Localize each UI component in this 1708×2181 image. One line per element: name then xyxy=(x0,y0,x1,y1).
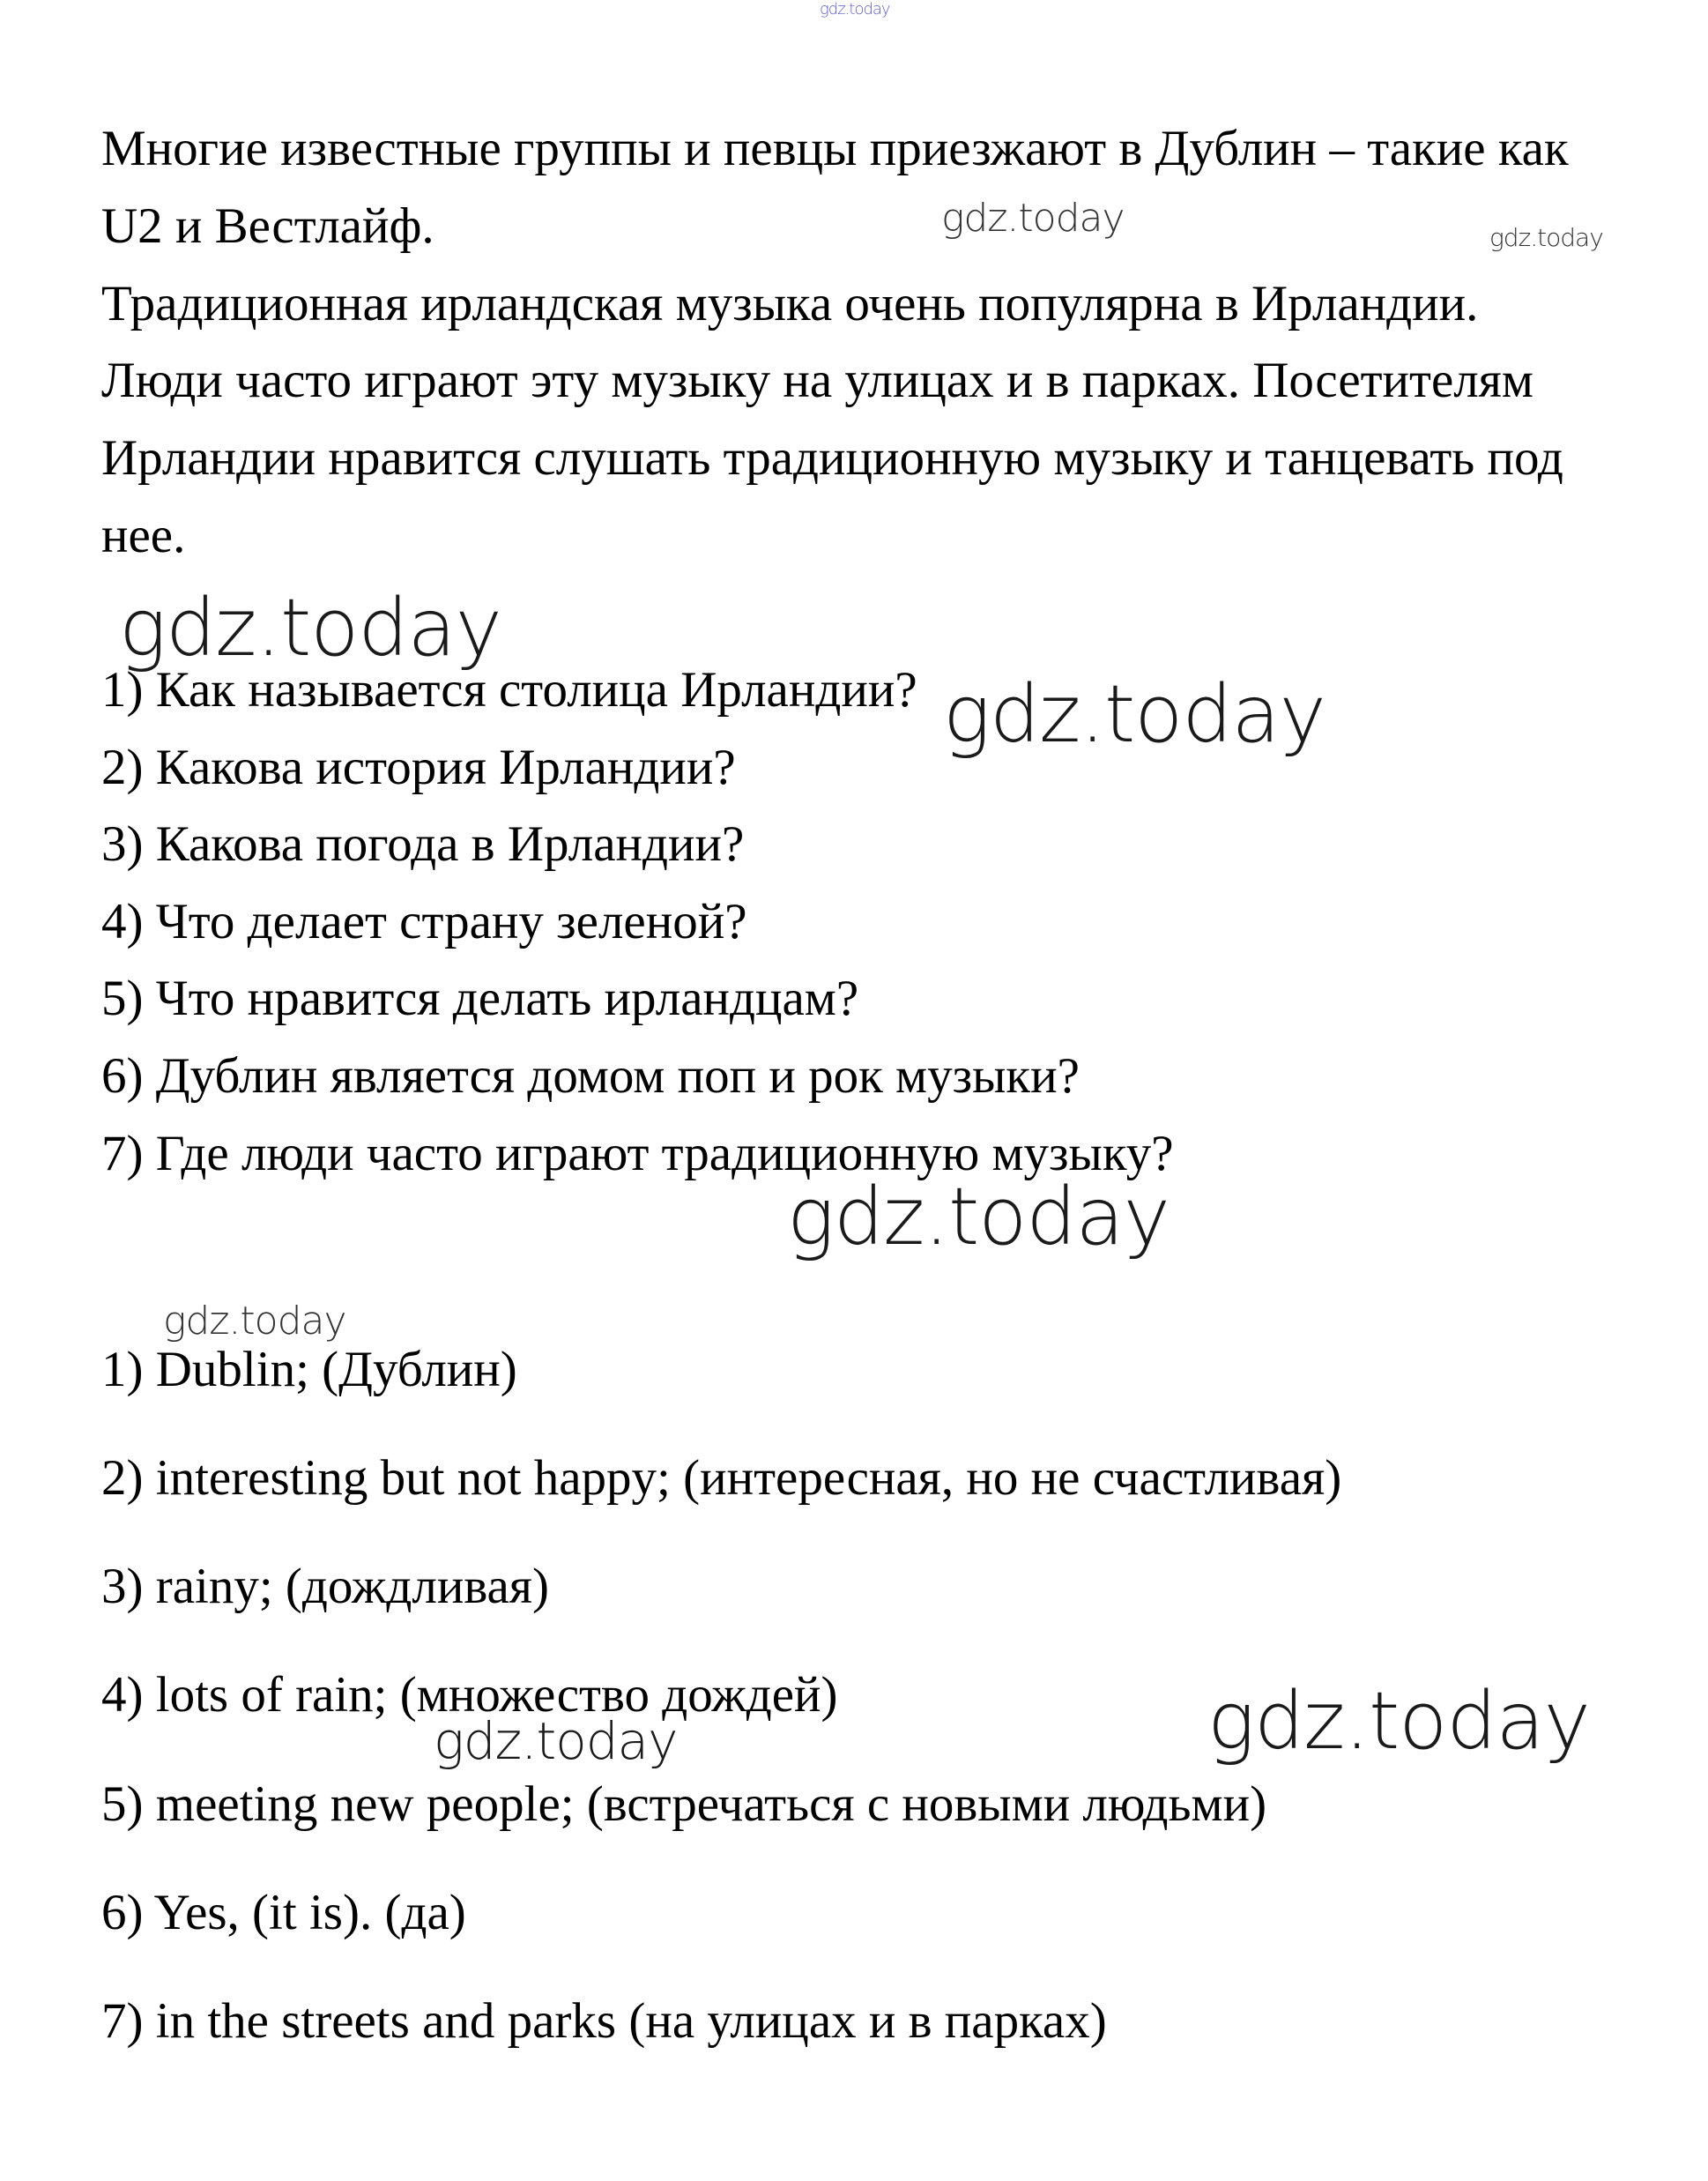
paragraph-line: Традиционная ирландская музыка очень популярна в Ирландии. xyxy=(101,276,1479,331)
paragraph-line: нее. xyxy=(101,508,186,563)
paragraph-line: Многие известные группы и певцы приезжают в Дублин – такие как xyxy=(101,121,1569,176)
answer-item: 3) rainy; (дождливая) xyxy=(101,1559,549,1614)
watermark: gdz.today xyxy=(163,1299,346,1344)
watermark: gdz.today xyxy=(119,582,501,674)
watermark: gdz.today xyxy=(943,668,1326,761)
question-item: 2) Какова история Ирландии? xyxy=(101,740,736,795)
watermark: gdz.today xyxy=(434,1711,678,1771)
paragraph-line: Ирландии нравится слушать традиционную музыку и танцевать под xyxy=(101,430,1563,486)
question-item: 3) Какова погода в Ирландии? xyxy=(101,816,745,872)
answer-item: 7) in the streets and parks (на улицах и в парках) xyxy=(101,1993,1107,2049)
paragraph-line: U2 и Вестлайф. xyxy=(101,198,434,254)
question-item: 4) Что делает страну зеленой? xyxy=(101,894,747,949)
answer-item: 6) Yes, (it is). (да) xyxy=(101,1885,466,1940)
watermark: gdz.today xyxy=(1489,223,1603,252)
answer-item: 5) meeting new people; (встречаться с новыми людьми) xyxy=(101,1776,1267,1832)
question-item: 5) Что нравится делать ирландцам? xyxy=(101,971,859,1026)
watermark: gdz.today xyxy=(941,196,1125,241)
answer-item: 4) lots of rain; (множество дождей) xyxy=(101,1667,838,1723)
question-item: 1) Как называется столица Ирландии? xyxy=(101,662,917,718)
answer-item: 2) interesting but not happy; (интересная, но не счастливая) xyxy=(101,1450,1342,1506)
watermark: gdz.today xyxy=(787,1171,1170,1263)
watermark: gdz.today xyxy=(1207,1675,1590,1768)
question-item: 7) Где люди часто играют традиционную музыку? xyxy=(101,1126,1174,1181)
watermark: gdz.today xyxy=(820,0,890,19)
answer-item: 1) Dublin; (Дублин) xyxy=(101,1342,517,1397)
paragraph-line: Люди часто играют эту музыку на улицах и в парках. Посетителям xyxy=(101,353,1533,408)
question-item: 6) Дублин является домом поп и рок музыки? xyxy=(101,1048,1080,1104)
